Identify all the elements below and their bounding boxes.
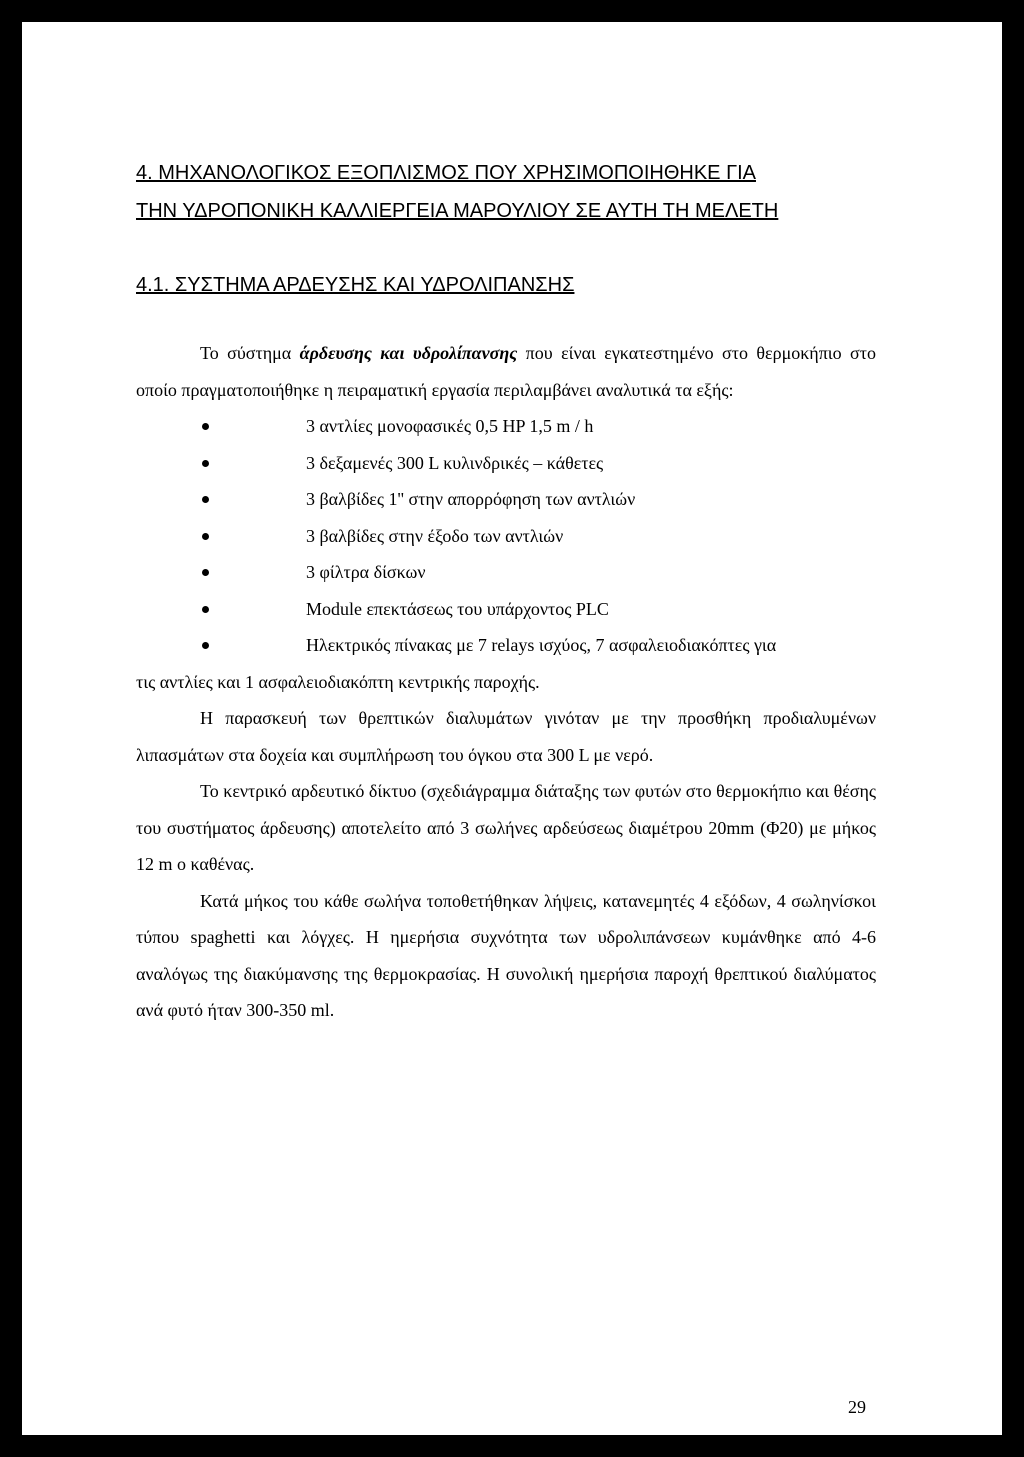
equipment-list-item: [136, 591, 876, 628]
equipment-item-text: 3 φίλτρα δίσκων: [306, 562, 426, 582]
equipment-list-item: [136, 481, 876, 518]
chapter-heading: [136, 154, 876, 230]
section-heading: 4.1. ΣΥΣΤΗΜΑ ΑΡΔΕΥΣΗΣ ΚΑΙ ΥΔΡΟΛΙΠΑΝΣΗΣ: [136, 274, 575, 296]
equipment-continuation: τις αντλίες και 1 ασφαλειοδιακόπτη κεντρικής παροχής.: [136, 671, 540, 692]
equipment-item-text: 3 βαλβίδες στην έξοδο των αντλιών: [306, 525, 564, 546]
intro-emphasis: άρδευσης και υδρολίπανσης: [299, 343, 518, 363]
bullet-icon: [202, 460, 209, 467]
equipment-item-text: 3 βαλβίδες 1'' στην απορρόφηση των αντλιών: [306, 489, 636, 509]
equipment-list-item: [136, 518, 876, 555]
equipment-item-text: 3 δεξαμενές 300 L κυλινδρικές – κάθετες: [306, 452, 604, 473]
equipment-list: [136, 408, 876, 664]
equipment-list-item: [136, 445, 876, 482]
bullet-icon: [202, 423, 209, 430]
intro-paragraph: [136, 335, 876, 408]
equipment-item-text: Ηλεκτρικός πίνακας με 7 relays ισχύος, 7 ασφαλειοδιακόπτες για: [306, 635, 777, 655]
body-paragraph: Η παρασκευή των θρεπτικών διαλυμάτων γινόταν με την προσθήκη προδιαλυμένων λιπασμάτων στα δοχεία και συμπλήρωση του όγκου στα 300 L με νερό.: [136, 708, 876, 765]
intro-text-after: που είναι εγκατεστημένο στο θερμοκήπιο στο οποίο πραγματοποιήθηκε η πειραματική εργασία περιλαμβάνει αναλυτικά τα εξής:: [136, 343, 876, 400]
bullet-icon: [202, 496, 209, 503]
intro-text-before: Το σύστημα: [200, 343, 300, 363]
chapter-heading-line-2: ΤΗΝ ΥΔΡΟΠΟΝΙΚΗ ΚΑΛΛΙΕΡΓΕΙΑ ΜΑΡΟΥΛΙΟΥ ΣΕ ΑΥΤΗ ΤΗ ΜΕΛΕΤΗ: [136, 200, 779, 222]
body-paragraph: Κατά μήκος του κάθε σωλήνα τοποθετήθηκαν λήψεις, κατανεμητές 4 εξόδων, 4 σωληνίσκοι τύπου spaghetti και λόγχες. Η ημερήσια συχνότητα των υδρολιπάνσεων κυμάνθηκε από 4-6 αναλόγως της διακύμανσης της θερμοκρασίας. Η συνολική ημερήσια παροχή θρεπτικού διαλύματος ανά φυτό ήταν 300-350 ml.: [136, 890, 876, 1020]
body-text: [136, 335, 876, 1029]
equipment-list-item: [136, 627, 876, 664]
bullet-icon: [202, 569, 209, 576]
page-number: 29: [848, 1397, 866, 1417]
equipment-item-text: Module επεκτάσεως του υπάρχοντος PLC: [306, 598, 609, 619]
equipment-list-item: [136, 408, 876, 445]
bullet-icon: [202, 606, 209, 613]
body-paragraph: Το κεντρικό αρδευτικό δίκτυο (σχεδιάγραμμα διάταξης των φυτών στο θερμοκήπιο και θέσης του συστήματος άρδευσης) αποτελείτο από 3 σωλήνες αρδεύσεως διαμέτρου 20mm (Φ20) με μήκος 12 m ο καθένας.: [136, 781, 877, 874]
equipment-item-text: 3 αντλίες μονοφασικές 0,5 HP 1,5 m / h: [306, 416, 594, 436]
bullet-icon: [202, 533, 209, 540]
document-page: [22, 22, 1002, 1435]
bullet-icon: [202, 642, 209, 649]
equipment-list-item: [136, 554, 876, 591]
chapter-heading-line-1: 4. ΜΗΧΑΝΟΛΟΓΙΚΟΣ ΕΞΟΠΛΙΣΜΟΣ ΠΟΥ ΧΡΗΣΙΜΟΠΟΙΗΘΗΚΕ ΓΙΑ: [136, 162, 756, 184]
